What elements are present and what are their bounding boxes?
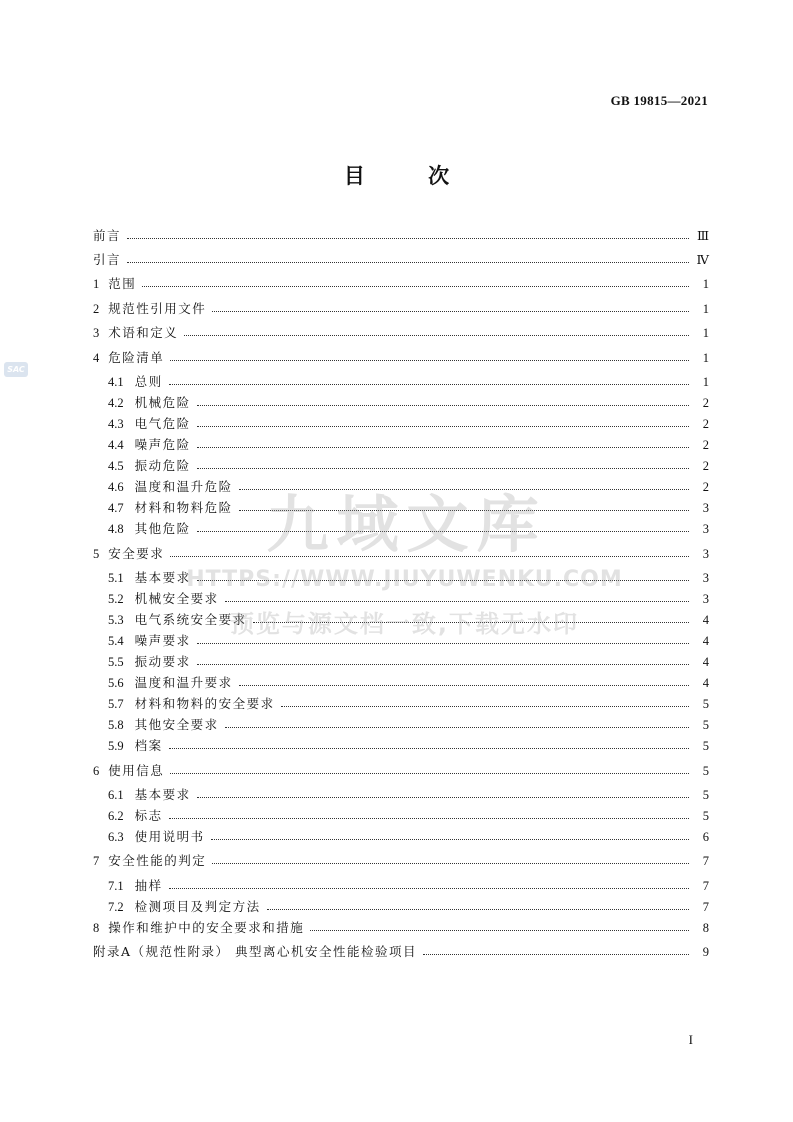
- toc-entry-number: 4.2: [108, 396, 124, 410]
- toc-entry-page: 1: [702, 302, 709, 316]
- toc-entry-number: 7.1: [108, 879, 124, 893]
- toc-entry-page: 7: [702, 854, 709, 868]
- toc-entry-title: 噪声要求: [134, 633, 191, 648]
- toc-dot-leader: [169, 384, 689, 385]
- toc-entry-title: 检测项目及判定方法: [134, 899, 261, 914]
- toc-subentry[interactable]: [108, 673, 709, 693]
- toc-entry-number: 5: [93, 547, 100, 561]
- watermark-note: 预览与源文档一致,下载无水印: [229, 610, 580, 638]
- toc-entry[interactable]: [93, 250, 709, 270]
- toc-subentry[interactable]: [108, 589, 709, 609]
- toc-entry[interactable]: [93, 323, 709, 343]
- toc-subentry[interactable]: [108, 694, 709, 714]
- toc-entry-number: 4.4: [108, 438, 124, 452]
- toc-entry-title: 基本要求: [134, 570, 191, 585]
- toc-entry-page: Ⅲ: [696, 229, 709, 243]
- toc-dot-leader: [170, 556, 689, 557]
- toc-subentry[interactable]: [108, 652, 709, 672]
- toc-entry-page: 3: [702, 592, 709, 606]
- toc-dot-leader: [197, 426, 689, 427]
- toc-dot-leader: [169, 748, 689, 749]
- toc-entry-page: 3: [702, 501, 709, 515]
- toc-entry-title: 电气危险: [134, 416, 191, 431]
- toc-dot-leader: [211, 839, 689, 840]
- toc-dot-leader: [423, 954, 689, 955]
- toc-entry-page: 6: [702, 830, 709, 844]
- toc-dot-leader: [170, 360, 689, 361]
- toc-dot-leader: [197, 405, 689, 406]
- sac-logo-watermark: SAC: [4, 362, 28, 377]
- toc-subentry[interactable]: [108, 372, 709, 392]
- toc-entry-page: 5: [702, 788, 709, 802]
- toc-subentry[interactable]: [108, 785, 709, 805]
- toc-subentry[interactable]: [108, 414, 709, 434]
- toc-dot-leader: [127, 262, 689, 263]
- toc-dot-leader: [239, 685, 689, 686]
- toc-subentry[interactable]: [108, 456, 709, 476]
- toc-subentry[interactable]: [108, 876, 709, 896]
- toc-subentry[interactable]: [108, 806, 709, 826]
- toc-entry-page: 7: [702, 900, 709, 914]
- toc-entry-title: 材料和物料危险: [134, 500, 233, 515]
- toc-entry-page: 1: [702, 351, 709, 365]
- toc-entry[interactable]: [93, 299, 709, 319]
- toc-entry-title: 总则: [134, 374, 163, 389]
- toc-dot-leader: [127, 238, 689, 239]
- toc-entry-title: 安全性能的判定: [108, 853, 207, 868]
- toc-entry-page: 2: [702, 459, 709, 473]
- toc-entry-page: 2: [702, 396, 709, 410]
- toc-entry-page: 4: [702, 613, 709, 627]
- toc-entry-number: 4: [93, 351, 100, 365]
- toc-dot-leader: [169, 818, 689, 819]
- toc-entry-page: 5: [702, 764, 709, 778]
- toc-entry-number: 5.9: [108, 739, 124, 753]
- toc-entry-title: 档案: [134, 738, 163, 753]
- toc-entry[interactable]: [93, 918, 709, 938]
- watermark-title: 九域文库: [266, 488, 547, 561]
- toc-entry[interactable]: [93, 761, 709, 781]
- toc-entry[interactable]: [93, 942, 709, 962]
- toc-dot-leader: [142, 286, 689, 287]
- toc-entry[interactable]: [93, 226, 709, 246]
- toc-entry-title: 前言: [93, 228, 122, 243]
- toc-entry-page: 3: [702, 522, 709, 536]
- toc-entry-title: 其他安全要求: [134, 717, 219, 732]
- toc-dot-leader: [267, 909, 689, 910]
- toc-entry-title: 噪声危险: [134, 437, 191, 452]
- toc-dot-leader: [253, 622, 689, 623]
- toc-entry-title: 使用信息: [108, 763, 165, 778]
- toc-entry-number: 4.3: [108, 417, 124, 431]
- toc-entry-number: 5.4: [108, 634, 124, 648]
- toc-entry-number: 4.8: [108, 522, 124, 536]
- toc-dot-leader: [197, 468, 689, 469]
- toc-entry-number: 5.5: [108, 655, 124, 669]
- toc-entry-page: 5: [702, 739, 709, 753]
- toc-subentry[interactable]: [108, 519, 709, 539]
- toc-entry-title: 振动危险: [134, 458, 191, 473]
- toc-entry-title: 振动要求: [134, 654, 191, 669]
- toc-entry[interactable]: [93, 274, 709, 294]
- toc-entry-page: 5: [702, 718, 709, 732]
- toc-entry-page: 3: [702, 547, 709, 561]
- toc-dot-leader: [225, 601, 689, 602]
- toc-subentry[interactable]: [108, 631, 709, 651]
- toc-subentry[interactable]: [108, 897, 709, 917]
- page-number: I: [688, 1032, 693, 1047]
- toc-dot-leader: [184, 335, 689, 336]
- toc-dot-leader: [281, 706, 689, 707]
- toc-entry-number: 3: [93, 326, 100, 340]
- toc-entry-number: 5.8: [108, 718, 124, 732]
- toc-dot-leader: [169, 888, 689, 889]
- toc-entry-page: 2: [702, 480, 709, 494]
- toc-entry-page: 4: [702, 634, 709, 648]
- toc-dot-leader: [197, 643, 689, 644]
- toc-dot-leader: [212, 863, 689, 864]
- toc-dot-leader: [239, 489, 689, 490]
- toc-entry-number: 4.6: [108, 480, 124, 494]
- toc-entry-number: 4.5: [108, 459, 124, 473]
- standard-code: GB 19815—2021: [610, 93, 708, 108]
- toc-entry-title: 安全要求: [108, 546, 165, 561]
- toc-dot-leader: [212, 311, 689, 312]
- toc-entry-number: 7: [93, 854, 100, 868]
- toc-entry-page: Ⅳ: [696, 253, 709, 267]
- toc-dot-leader: [197, 447, 689, 448]
- toc-entry-page: 1: [702, 277, 709, 291]
- toc-entry-number: 5.2: [108, 592, 124, 606]
- toc-subentry[interactable]: [108, 715, 709, 735]
- toc-entry-page: 9: [702, 945, 709, 959]
- toc-entry-number: 6.2: [108, 809, 124, 823]
- toc-subentry[interactable]: [108, 393, 709, 413]
- toc-entry-page: 2: [702, 438, 709, 452]
- toc-entry-title: 规范性引用文件: [108, 301, 207, 316]
- toc-entry-page: 7: [702, 879, 709, 893]
- toc-entry-number: 6.1: [108, 788, 124, 802]
- toc-subentry[interactable]: [108, 610, 709, 630]
- toc-subentry[interactable]: [108, 827, 709, 847]
- toc-entry-page: 2: [702, 417, 709, 431]
- toc-entry-title: 操作和维护中的安全要求和措施: [108, 920, 305, 935]
- toc-entry-title: 抽样: [134, 878, 163, 893]
- toc-entry-number: 1: [93, 277, 100, 291]
- toc-entry-title: 温度和温升要求: [134, 675, 233, 690]
- toc-dot-leader: [239, 510, 689, 511]
- toc-entry-page: 4: [702, 676, 709, 690]
- toc-dot-leader: [197, 580, 689, 581]
- toc-entry-title: 其他危险: [134, 521, 191, 536]
- toc-dot-leader: [197, 531, 689, 532]
- toc-entry-title: 基本要求: [134, 787, 191, 802]
- toc-entry[interactable]: [93, 851, 709, 871]
- toc-subentry[interactable]: [108, 568, 709, 588]
- toc-entry-page: 8: [702, 921, 709, 935]
- toc-dot-leader: [170, 773, 689, 774]
- toc-entry-title: 引言: [93, 252, 122, 267]
- toc-subentry[interactable]: [108, 477, 709, 497]
- toc-entry-number: 4.1: [108, 375, 124, 389]
- toc-entry-number: 6.3: [108, 830, 124, 844]
- toc-entry-page: 4: [702, 655, 709, 669]
- toc-dot-leader: [310, 930, 689, 931]
- toc-subentry[interactable]: [108, 435, 709, 455]
- toc-dot-leader: [197, 797, 689, 798]
- toc-dot-leader: [197, 664, 689, 665]
- toc-entry-title: 范围: [108, 276, 137, 291]
- toc-entry-number: 5.6: [108, 676, 124, 690]
- toc-entry-title: 机械安全要求: [134, 591, 219, 606]
- toc-entry[interactable]: [93, 544, 709, 564]
- toc-entry-page: 1: [702, 326, 709, 340]
- toc-subentry[interactable]: [108, 498, 709, 518]
- toc-entry-page: 5: [702, 697, 709, 711]
- toc-entry-number: 5.7: [108, 697, 124, 711]
- toc-entry-title: 电气系统安全要求: [134, 612, 247, 627]
- toc-entry-title: 附录A（规范性附录） 典型离心机安全性能检验项目: [93, 944, 418, 959]
- toc-dot-leader: [225, 727, 689, 728]
- page-title: 目 次: [343, 164, 478, 188]
- toc-entry-title: 使用说明书: [134, 829, 205, 844]
- toc-entry-number: 4.7: [108, 501, 124, 515]
- toc-entry-number: 6: [93, 764, 100, 778]
- toc-entry-title: 危险清单: [108, 350, 165, 365]
- toc-entry[interactable]: [93, 348, 709, 368]
- toc-entry-number: 2: [93, 302, 100, 316]
- toc-entry-page: 1: [702, 375, 709, 389]
- toc-entry-number: 8: [93, 921, 100, 935]
- toc-entry-title: 材料和物料的安全要求: [134, 696, 275, 711]
- toc-entry-number: 7.2: [108, 900, 124, 914]
- watermark-url: HTTPS://WWW.JIUYUWENKU.COM: [186, 567, 623, 592]
- toc-entry-page: 5: [702, 809, 709, 823]
- toc-entry-title: 机械危险: [134, 395, 191, 410]
- toc-entry-title: 术语和定义: [108, 325, 179, 340]
- toc-subentry[interactable]: [108, 736, 709, 756]
- toc-entry-number: 5.3: [108, 613, 124, 627]
- toc-entry-title: 温度和温升危险: [134, 479, 233, 494]
- toc-entry-title: 标志: [134, 808, 163, 823]
- toc-entry-page: 3: [702, 571, 709, 585]
- toc-entry-number: 5.1: [108, 571, 124, 585]
